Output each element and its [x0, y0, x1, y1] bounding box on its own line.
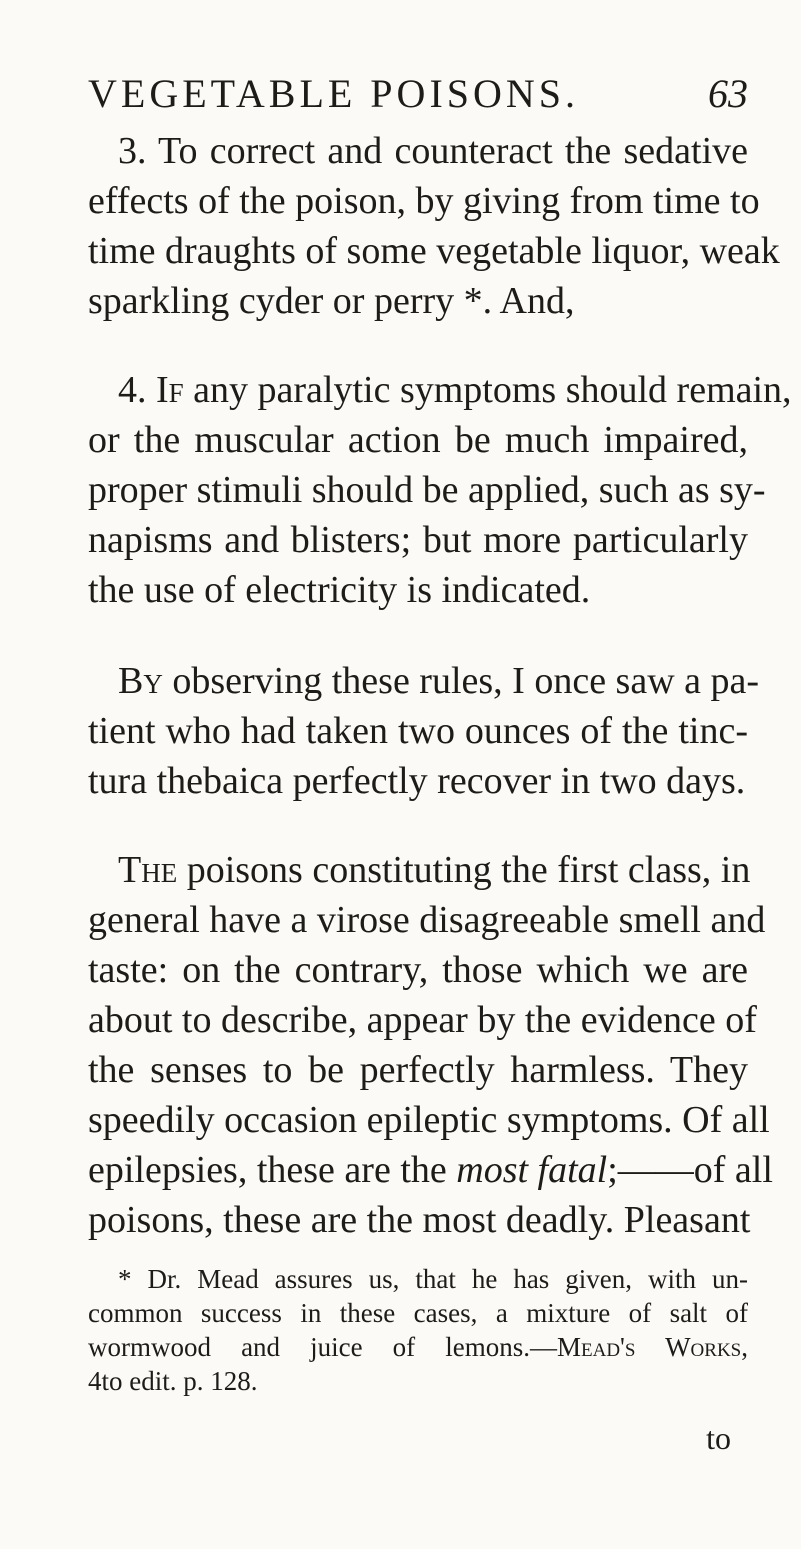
paragraph-3-line-1: 3. To correct and counteract the sedative	[118, 130, 748, 172]
paragraph-by-line-1: By observing these rules, I once saw a pa-	[118, 660, 760, 702]
footnote-line-4: 4to edit. p. 128.	[88, 1366, 258, 1396]
paragraph-the-line-1: The poisons constituting the first class, in	[118, 849, 751, 891]
running-title: VEGETABLE POISONS.	[88, 71, 580, 116]
paragraph-the-lead: The	[118, 849, 178, 891]
footnote-line-3: wormwood and juice of lemons.—Mead's Works,	[88, 1332, 748, 1362]
paragraph-4-line-2: or the muscular action be much impaired,	[88, 419, 748, 461]
paragraph-4-line-1: 4. If any paralytic symptoms should remain,	[118, 369, 792, 411]
footnote-line-2: common success in these cases, a mixture of salt of	[88, 1298, 748, 1328]
paragraph-3-line-3: time draughts of some vegetable liquor, weak	[88, 230, 780, 272]
paragraph-the-line-2: general have a virose disagreeable smell and	[88, 899, 766, 941]
catchword: to	[706, 1420, 731, 1456]
paragraph-by-lead: By	[118, 660, 163, 702]
emphasis-most-fatal: most fatal	[456, 1149, 608, 1191]
paragraph-the-line-4: about to describe, appear by the evidence of	[88, 999, 757, 1041]
paragraph-the-line-6: speedily occasion epileptic symptoms. Of all	[88, 1099, 770, 1141]
paragraph-4-line-4: napisms and blisters; but more particularly	[88, 519, 748, 561]
paragraph-the-line-7: epilepsies, these are the most fatal;——of all	[88, 1149, 773, 1191]
footnote-citation: Mead's Works,	[557, 1332, 748, 1362]
footnote-line-1: * Dr. Mead assures us, that he has given, with un-	[118, 1264, 748, 1294]
paragraph-4-line-3: proper stimuli should be applied, such as sy-	[88, 469, 766, 511]
paragraph-4-lead: 4. If	[118, 369, 184, 411]
page-number: 63	[708, 71, 748, 116]
paragraph-the-line-3: taste: on the contrary, those which we are	[88, 949, 748, 991]
paragraph-3-line-2: effects of the poison, by giving from time to	[88, 180, 760, 222]
paragraph-the-line-8: poisons, these are the most deadly. Pleasant	[88, 1199, 751, 1241]
paragraph-4-line-5: the use of electricity is indicated.	[88, 569, 591, 611]
paragraph-by-line-3: tura thebaica perfectly recover in two days.	[88, 760, 746, 802]
running-header	[88, 70, 748, 118]
paragraph-the-line-5: the senses to be perfectly harmless. They	[88, 1049, 748, 1091]
paragraph-by-line-2: tient who had taken two ounces of the tinc-	[88, 710, 748, 752]
paragraph-3-line-4: sparkling cyder or perry *. And,	[88, 280, 575, 322]
